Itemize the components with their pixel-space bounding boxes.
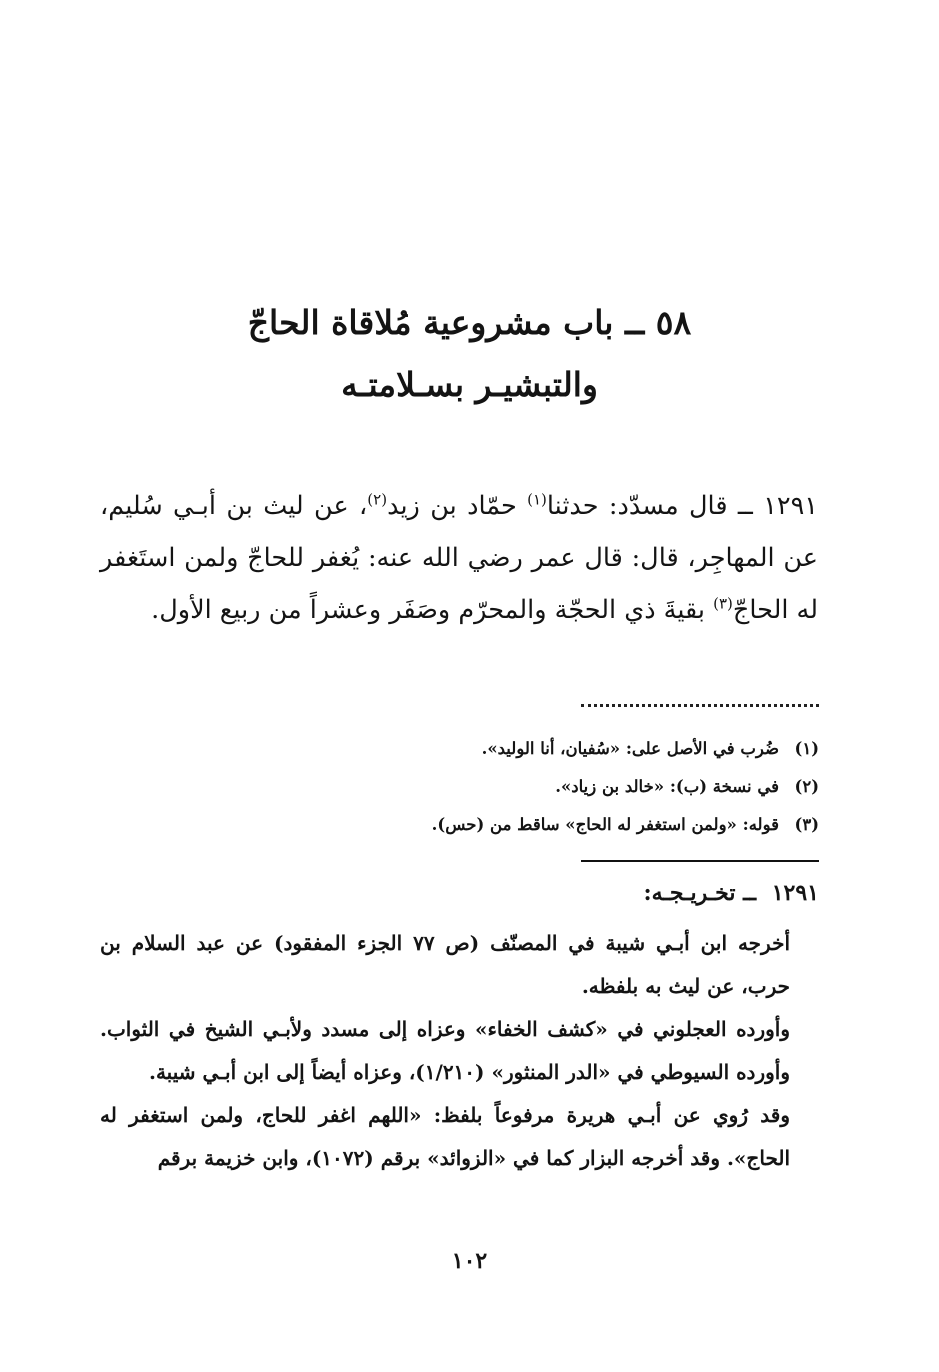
chapter-title: ٥٨ ــ باب مشروعية مُلاقاة الحاجّ xyxy=(247,303,692,342)
hadith-part-1: قال مسدّد: حدثنا xyxy=(546,491,728,521)
hadith-number: ١٢٩١ xyxy=(763,491,818,521)
takhrij-dash: ــ xyxy=(743,880,757,906)
section-divider xyxy=(581,860,819,862)
footnote-3 xyxy=(300,806,819,844)
takhrij-paragraph-3: وقد رُوي عن أبـي هريرة مرفوعاً بلفظ: «اللهم اغفر للحاج، ولمن استغفر له الحاج». وقد أخرجه البزار كما في «الزوائد» برقم (١٠٧٢)، وابن خزيمة برقم xyxy=(100,1103,790,1170)
footnote-ref-1[interactable]: (١) xyxy=(527,490,547,509)
footnote-ref-3[interactable]: (٣) xyxy=(713,594,733,613)
footnote-number: (٣) xyxy=(794,815,819,834)
footnote-ref-2[interactable]: (٢) xyxy=(367,490,388,509)
takhrij-number: ١٢٩١ xyxy=(771,880,819,906)
takhrij-paragraph-2: وأورده العجلوني في «كشف الخفاء» وعزاه إلى مسدد ولأبـي الشيخ في الثواب. وأورده السيوطي في «الدر المنثور» (١/٢١٠)، وعزاه أيضاً إلى ابن أبـي شيبة. xyxy=(100,1017,790,1084)
hadith-part-4: بقيةَ ذي الحجّة والمحرّم وصَفَر وعشراً من ربيع الأول. xyxy=(151,595,706,625)
chapter-subtitle: والتبشيـر بسـلامتـه xyxy=(341,365,598,404)
page-number: ١٠٢ xyxy=(451,1248,488,1274)
hadith-part-2: حمّاد بن زيد xyxy=(387,491,517,521)
footnote-text: قوله: «ولمن استغفر له الحاج» ساقط من (حس). xyxy=(431,815,779,834)
footnotes-list xyxy=(300,730,819,844)
takhrij-label: تخـريـجـه: xyxy=(643,880,736,906)
footnote-text: ضُرب في الأصل على: «سُفيان، أنا الوليد». xyxy=(481,739,779,758)
hadith-text xyxy=(100,480,818,636)
takhrij-body xyxy=(100,922,818,1180)
takhrij-paragraph-1: أخرجه ابن أبـي شيبة في المصنّف (ص ٧٧ الجزء المفقود) عن عبد السلام بن حرب، عن ليث به بلفظه. xyxy=(100,931,791,998)
footnote-1 xyxy=(300,730,819,768)
takhrij-heading xyxy=(643,882,819,904)
footnote-separator-dots xyxy=(581,704,819,709)
footnote-text: في نسخة (ب): «خالد بن زياد». xyxy=(555,777,779,796)
footnote-number: (١) xyxy=(794,739,819,758)
footnote-number: (٢) xyxy=(794,777,819,796)
footnote-2 xyxy=(300,768,819,806)
hadith-dash: ــ xyxy=(737,491,753,521)
hadith-part-3: ، عن ليث بن أبـي سُليم، عن المهاجِر، قال: قال عمر رضي الله عنه: يُغفر للحاجّ ولمن استَغفر له الحاجّ xyxy=(100,491,818,625)
